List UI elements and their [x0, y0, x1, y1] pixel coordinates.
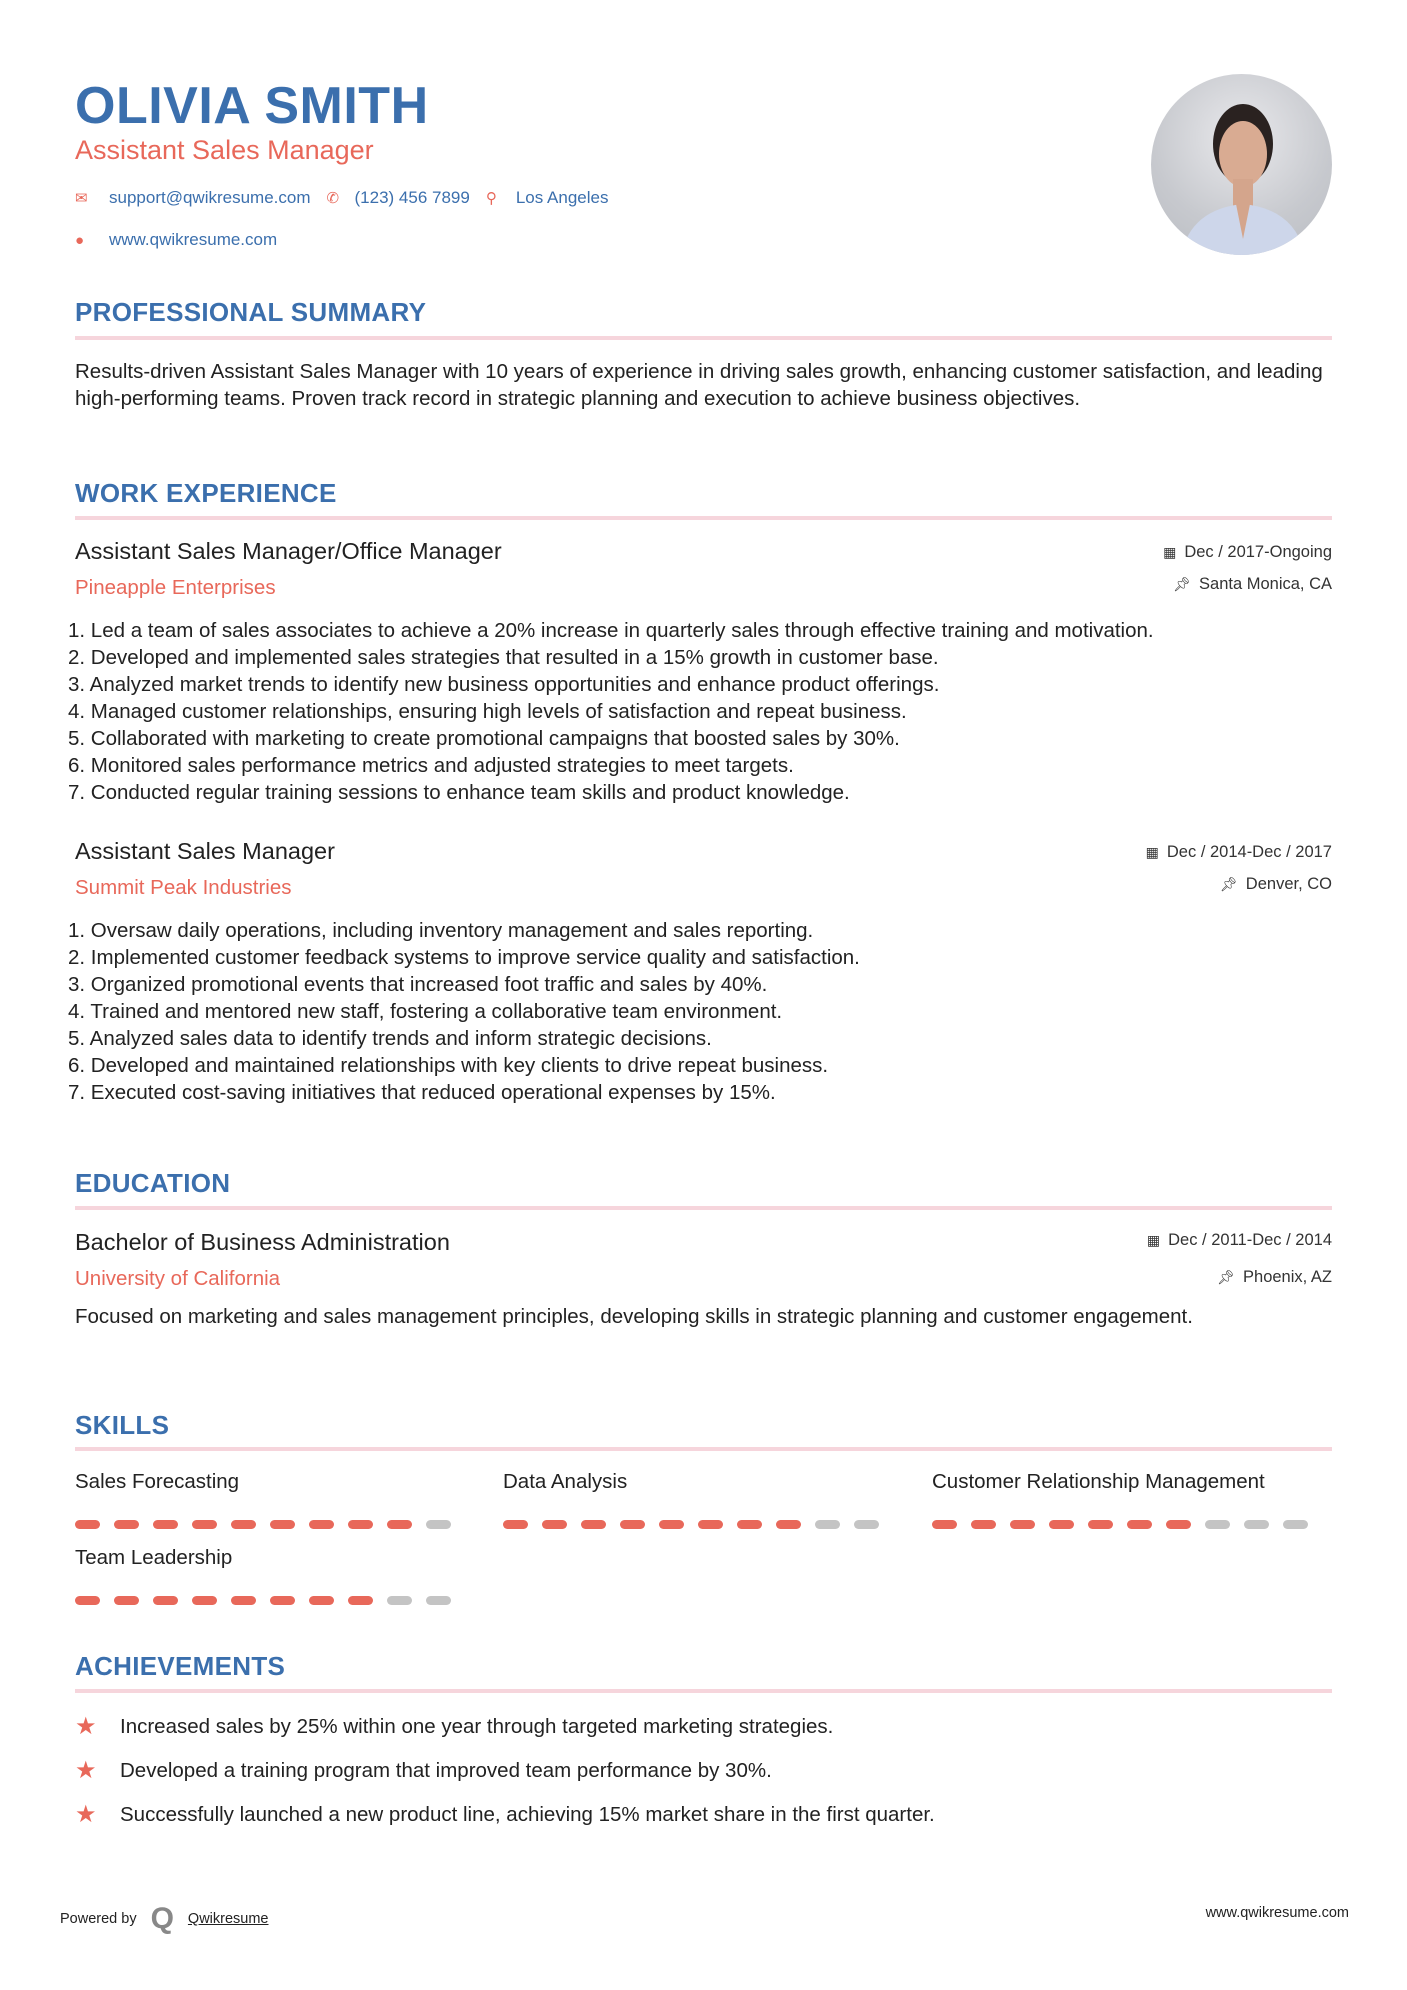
- list-item: 3. Organized promotional events that increased foot traffic and sales by 40%.: [68, 973, 768, 996]
- job-location: [1220, 875, 1332, 894]
- list-item: 5. Analyzed sales data to identify trends and inform strategic decisions.: [68, 1027, 712, 1050]
- skill-item: [75, 1546, 451, 1605]
- skill-level-dot: [270, 1596, 295, 1605]
- skill-level-dot: [75, 1596, 100, 1605]
- section-title-skills: SKILLS: [75, 1410, 170, 1440]
- powered-by-label: Powered by: [60, 1911, 137, 1927]
- skill-level-dot: [1127, 1520, 1152, 1529]
- skill-level-dot: [503, 1520, 528, 1529]
- section-divider: [75, 516, 1332, 520]
- achievement-text: Successfully launched a new product line, achieving 15% market share in the first quarter.: [120, 1802, 935, 1826]
- company-name: Pineapple Enterprises: [75, 576, 276, 599]
- skill-level-dot: [231, 1520, 256, 1529]
- skill-level-dot: [542, 1520, 567, 1529]
- skill-level-dot: [659, 1520, 684, 1529]
- skill-level-dot: [1049, 1520, 1074, 1529]
- skill-level-dot: [1283, 1520, 1308, 1529]
- star-icon: ★: [75, 1713, 97, 1740]
- achievement-item: [75, 1800, 935, 1829]
- skill-name: Team Leadership: [75, 1546, 233, 1569]
- date-text: Dec / 2011-Dec / 2014: [1168, 1231, 1332, 1249]
- skill-level-dot: [348, 1596, 373, 1605]
- skill-level-dot: [387, 1596, 412, 1605]
- skill-rating: [75, 1596, 451, 1605]
- skill-level-dot: [815, 1520, 840, 1529]
- pushpin-icon: 📌︎: [1217, 1269, 1236, 1285]
- skill-level-dot: [270, 1520, 295, 1529]
- website-row: [75, 230, 277, 250]
- achievement-text: Developed a training program that improved team performance by 30%.: [120, 1758, 772, 1782]
- skill-level-dot: [698, 1520, 723, 1529]
- skill-level-dot: [309, 1520, 334, 1529]
- skill-rating: [75, 1520, 451, 1529]
- skill-level-dot: [309, 1596, 334, 1605]
- list-item: 3. Analyzed market trends to identify new business opportunities and enhance product offerings.: [68, 673, 940, 696]
- candidate-name: OLIVIA SMITH: [75, 77, 429, 135]
- location-text: Phoenix, AZ: [1243, 1268, 1332, 1286]
- job-date: [1146, 843, 1332, 862]
- skill-level-dot: [1166, 1520, 1191, 1529]
- summary-text: Results-driven Assistant Sales Manager with 10 years of experience in driving sales growth, enhancing customer satisfaction, and leading high-performing teams. Proven track record in strategic planning and execution to achieve business objectives.: [75, 360, 1323, 410]
- map-pin-icon: ⚲: [485, 190, 497, 207]
- section-divider: [75, 1206, 1332, 1210]
- calendar-icon: ▦: [1145, 844, 1159, 860]
- skill-level-dot: [153, 1520, 178, 1529]
- skill-level-dot: [581, 1520, 606, 1529]
- job-bullets: [68, 917, 1338, 1106]
- list-item: 6. Monitored sales performance metrics and adjusted strategies to meet targets.: [68, 754, 794, 777]
- calendar-icon: ▦: [1163, 544, 1177, 560]
- email-link[interactable]: support@qwikresume.com: [109, 188, 311, 207]
- contact-row: [75, 188, 608, 208]
- degree-title: Bachelor of Business Administration: [75, 1229, 450, 1255]
- skill-level-dot: [153, 1596, 178, 1605]
- education-date: [1147, 1231, 1332, 1250]
- list-item: 7. Conducted regular training sessions to enhance team skills and product knowledge.: [68, 781, 850, 804]
- achievement-item: [75, 1756, 772, 1785]
- school-name: University of California: [75, 1267, 281, 1290]
- list-item: 4. Managed customer relationships, ensuring high levels of satisfaction and repeat business.: [68, 700, 907, 723]
- section-title-experience: WORK EXPERIENCE: [75, 478, 337, 508]
- list-item: 5. Collaborated with marketing to create promotional campaigns that boosted sales by 30%.: [68, 727, 900, 750]
- skill-level-dot: [387, 1520, 412, 1529]
- list-item: 1. Oversaw daily operations, including inventory management and sales reporting.: [68, 919, 814, 942]
- skill-level-dot: [114, 1520, 139, 1529]
- skill-level-dot: [75, 1520, 100, 1529]
- list-item: 4. Trained and mentored new staff, fostering a collaborative team environment.: [68, 1000, 783, 1023]
- pushpin-icon: 📌︎: [1173, 576, 1192, 592]
- globe-icon: ●: [75, 231, 85, 249]
- company-name: Summit Peak Industries: [75, 876, 292, 899]
- section-title-summary: PROFESSIONAL SUMMARY: [75, 297, 427, 327]
- location-text: Denver, CO: [1245, 875, 1332, 893]
- section-divider: [75, 1689, 1332, 1693]
- job-title: Assistant Sales Manager/Office Manager: [75, 538, 502, 564]
- skill-name: Customer Relationship Management: [932, 1470, 1265, 1493]
- website-link[interactable]: www.qwikresume.com: [109, 230, 278, 249]
- skill-level-dot: [231, 1596, 256, 1605]
- date-text: Dec / 2014-Dec / 2017: [1166, 843, 1332, 861]
- skill-level-dot: [192, 1520, 217, 1529]
- skill-item: [932, 1470, 1308, 1529]
- brand-link[interactable]: Qwikresume: [187, 1911, 269, 1927]
- list-item: 2. Implemented customer feedback systems to improve service quality and satisfaction.: [68, 946, 860, 969]
- list-item: 1. Led a team of sales associates to achieve a 20% increase in quarterly sales through effective training and motivation.: [68, 619, 1154, 642]
- date-text: Dec / 2017-Ongoing: [1184, 543, 1332, 561]
- list-item: 6. Developed and maintained relationships with key clients to drive repeat business.: [68, 1054, 829, 1077]
- phone-text: (123) 456 7899: [354, 188, 470, 207]
- skill-level-dot: [192, 1596, 217, 1605]
- skill-level-dot: [426, 1520, 451, 1529]
- candidate-role: Assistant Sales Manager: [75, 135, 374, 165]
- envelope-icon: ✉: [75, 190, 88, 207]
- skill-rating: [503, 1520, 879, 1529]
- list-item: 7. Executed cost-saving initiatives that reduced operational expenses by 15%.: [68, 1081, 776, 1104]
- job-location: [1173, 575, 1332, 594]
- job-bullets: [68, 617, 1338, 806]
- achievement-item: [75, 1712, 833, 1741]
- skill-item: [75, 1470, 451, 1529]
- skill-item: [503, 1470, 879, 1529]
- skill-rating: [932, 1520, 1308, 1529]
- pushpin-icon: 📌︎: [1220, 876, 1238, 892]
- achievement-text: Increased sales by 25% within one year through targeted marketing strategies.: [120, 1714, 834, 1738]
- skill-level-dot: [776, 1520, 801, 1529]
- skill-level-dot: [348, 1520, 373, 1529]
- skill-level-dot: [1244, 1520, 1269, 1529]
- star-icon: ★: [75, 1757, 97, 1784]
- skill-level-dot: [971, 1520, 996, 1529]
- education-description: Focused on marketing and sales management principles, developing skills in strategic planning and customer engagement.: [75, 1305, 1193, 1328]
- skill-level-dot: [854, 1520, 879, 1529]
- profile-photo: [1151, 74, 1332, 255]
- person-silhouette-icon: [1151, 74, 1332, 255]
- section-title-achievements: ACHIEVEMENTS: [75, 1651, 286, 1681]
- footer-powered-by: [60, 1902, 269, 1936]
- section-divider: [75, 336, 1332, 340]
- job-date: [1163, 543, 1332, 562]
- skill-level-dot: [737, 1520, 762, 1529]
- skill-level-dot: [426, 1596, 451, 1605]
- skill-level-dot: [932, 1520, 957, 1529]
- skill-level-dot: [1010, 1520, 1035, 1529]
- qwikresume-logo-icon: Q: [150, 1902, 174, 1935]
- phone-icon: ✆: [326, 190, 340, 207]
- skill-level-dot: [114, 1596, 139, 1605]
- skill-level-dot: [1088, 1520, 1113, 1529]
- location-text: Santa Monica, CA: [1199, 575, 1332, 593]
- skill-level-dot: [620, 1520, 645, 1529]
- footer-website[interactable]: www.qwikresume.com: [1205, 1905, 1349, 1921]
- skill-level-dot: [1205, 1520, 1230, 1529]
- list-item: 2. Developed and implemented sales strategies that resulted in a 15% growth in customer base.: [68, 646, 939, 669]
- skill-name: Sales Forecasting: [75, 1470, 240, 1493]
- location-text: Los Angeles: [515, 188, 609, 207]
- skill-name: Data Analysis: [503, 1470, 628, 1493]
- star-icon: ★: [75, 1801, 97, 1828]
- section-title-education: EDUCATION: [75, 1168, 231, 1198]
- calendar-icon: ▦: [1146, 1232, 1161, 1248]
- job-title: Assistant Sales Manager: [75, 838, 335, 864]
- education-location: [1217, 1268, 1332, 1287]
- section-divider: [75, 1447, 1332, 1451]
